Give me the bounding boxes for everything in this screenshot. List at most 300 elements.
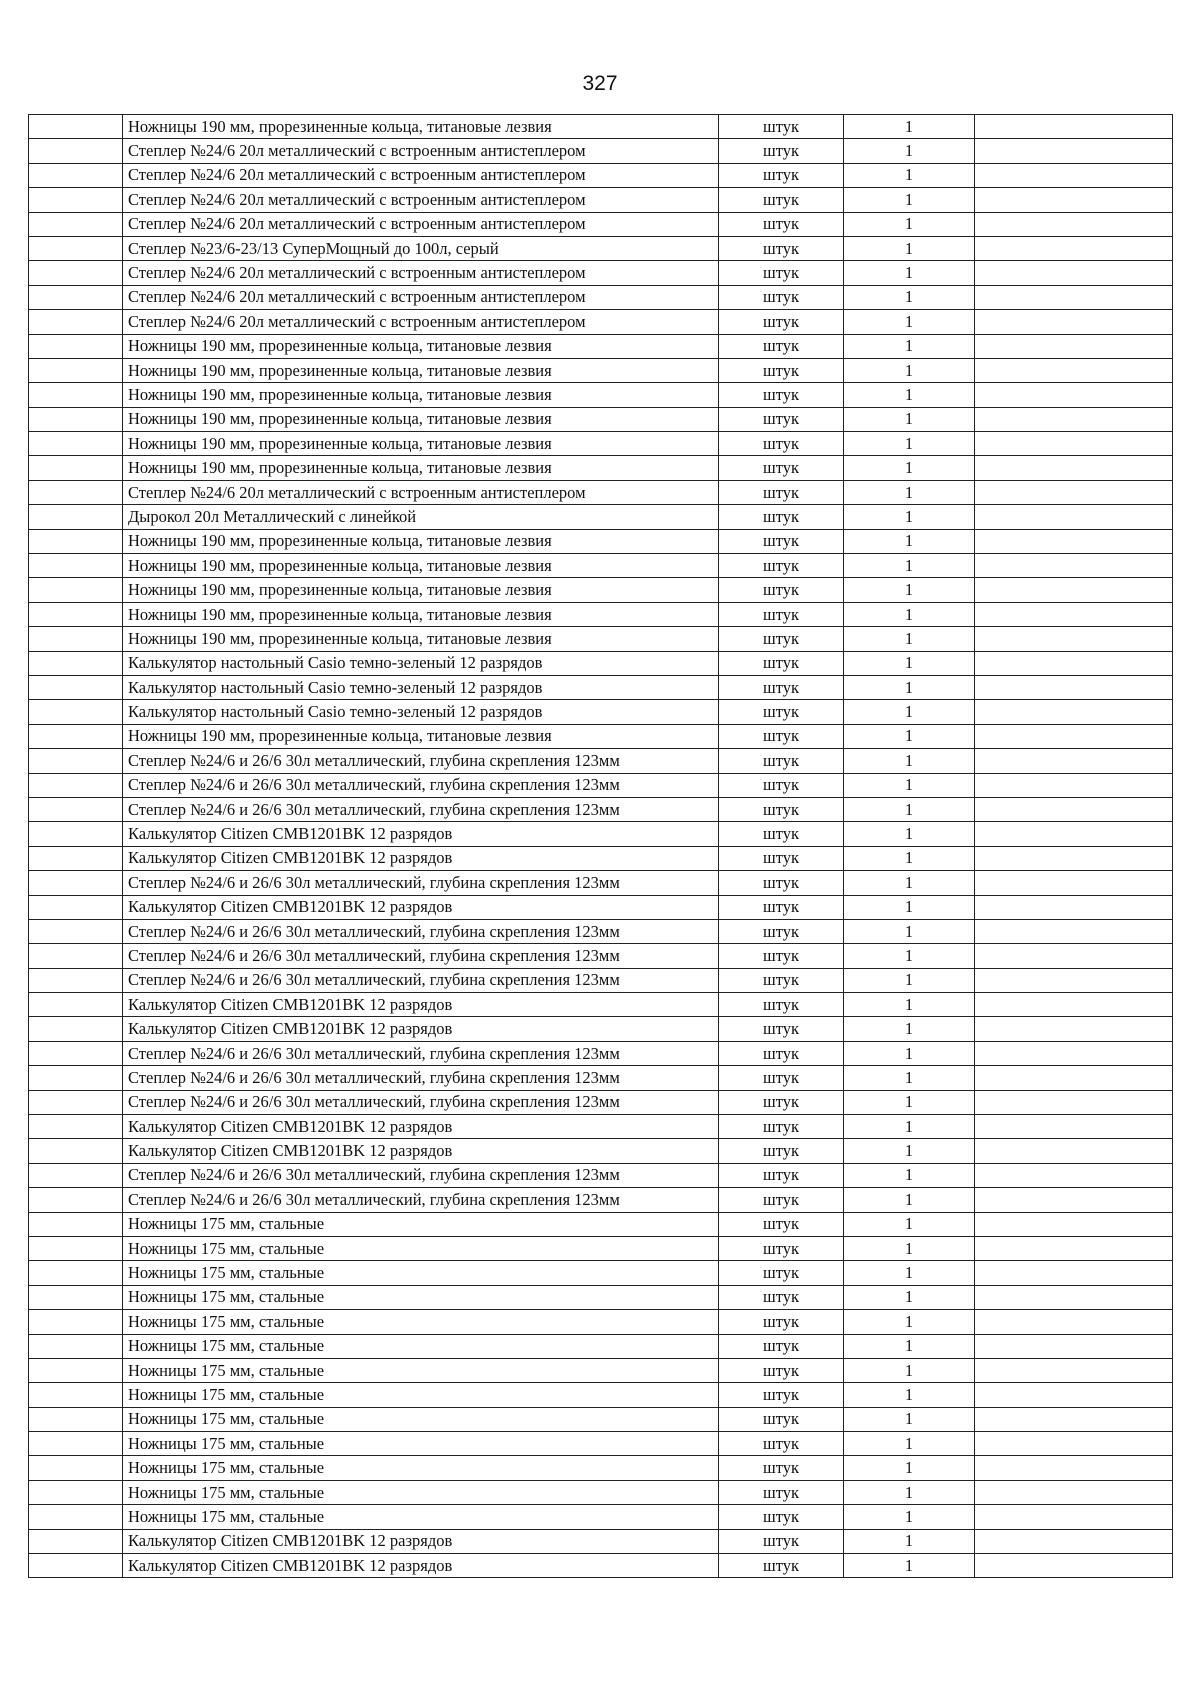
item-name-cell: Степлер №24/6 20л металлический с встроенным антистеплером [123, 212, 719, 236]
notes-cell [975, 1066, 1173, 1090]
row-index-cell [29, 651, 123, 675]
unit-cell: штук [719, 944, 844, 968]
quantity-cell: 1 [844, 407, 975, 431]
item-name-cell: Ножницы 175 мм, стальные [123, 1505, 719, 1529]
table-row [29, 456, 1173, 480]
quantity-cell: 1 [844, 1456, 975, 1480]
table-row [29, 505, 1173, 529]
quantity-cell: 1 [844, 554, 975, 578]
unit-cell: штук [719, 700, 844, 724]
quantity-cell: 1 [844, 1480, 975, 1504]
quantity-cell: 1 [844, 1115, 975, 1139]
item-name-cell: Степлер №24/6 и 26/6 30л металлический, глубина скрепления 123мм [123, 871, 719, 895]
quantity-cell: 1 [844, 1334, 975, 1358]
notes-cell [975, 261, 1173, 285]
item-name-cell: Калькулятор Citizen CMB1201BK 12 разрядов [123, 1139, 719, 1163]
quantity-cell: 1 [844, 1236, 975, 1260]
table-row [29, 261, 1173, 285]
quantity-cell: 1 [844, 871, 975, 895]
table-row [29, 1066, 1173, 1090]
row-index-cell [29, 456, 123, 480]
unit-cell: штук [719, 505, 844, 529]
item-name-cell: Ножницы 175 мм, стальные [123, 1236, 719, 1260]
notes-cell [975, 675, 1173, 699]
table-row [29, 1456, 1173, 1480]
table-row [29, 797, 1173, 821]
item-name-cell: Степлер №24/6 и 26/6 30л металлический, глубина скрепления 123мм [123, 1090, 719, 1114]
unit-cell: штук [719, 163, 844, 187]
row-index-cell [29, 602, 123, 626]
unit-cell: штук [719, 773, 844, 797]
quantity-cell: 1 [844, 456, 975, 480]
quantity-cell: 1 [844, 1017, 975, 1041]
notes-cell [975, 334, 1173, 358]
item-name-cell: Ножницы 175 мм, стальные [123, 1383, 719, 1407]
row-index-cell [29, 432, 123, 456]
item-name-cell: Ножницы 190 мм, прорезиненные кольца, титановые лезвия [123, 602, 719, 626]
row-index-cell [29, 675, 123, 699]
item-name-cell: Ножницы 175 мм, стальные [123, 1456, 719, 1480]
row-index-cell [29, 1358, 123, 1382]
quantity-cell: 1 [844, 1383, 975, 1407]
table-row [29, 480, 1173, 504]
notes-cell [975, 1310, 1173, 1334]
table-row [29, 1139, 1173, 1163]
quantity-cell: 1 [844, 749, 975, 773]
notes-cell [975, 456, 1173, 480]
quantity-cell: 1 [844, 1041, 975, 1065]
table-row [29, 1334, 1173, 1358]
unit-cell: штук [719, 554, 844, 578]
table-row [29, 1383, 1173, 1407]
notes-cell [975, 1383, 1173, 1407]
row-index-cell [29, 1139, 123, 1163]
row-index-cell [29, 383, 123, 407]
table-row [29, 602, 1173, 626]
item-name-cell: Ножницы 190 мм, прорезиненные кольца, титановые лезвия [123, 334, 719, 358]
item-name-cell: Ножницы 190 мм, прорезиненные кольца, титановые лезвия [123, 529, 719, 553]
notes-cell [975, 1529, 1173, 1553]
table-row [29, 1480, 1173, 1504]
table-row [29, 700, 1173, 724]
unit-cell: штук [719, 236, 844, 260]
table-row [29, 310, 1173, 334]
table-row [29, 846, 1173, 870]
row-index-cell [29, 480, 123, 504]
row-index-cell [29, 1505, 123, 1529]
table-row [29, 627, 1173, 651]
notes-cell [975, 115, 1173, 139]
unit-cell: штук [719, 651, 844, 675]
unit-cell: штук [719, 1212, 844, 1236]
notes-cell [975, 1090, 1173, 1114]
item-name-cell: Степлер №24/6 и 26/6 30л металлический, глубина скрепления 123мм [123, 944, 719, 968]
unit-cell: штук [719, 1432, 844, 1456]
quantity-cell: 1 [844, 919, 975, 943]
unit-cell: штук [719, 1505, 844, 1529]
notes-cell [975, 797, 1173, 821]
item-name-cell: Калькулятор Citizen CMB1201BK 12 разрядов [123, 895, 719, 919]
unit-cell: штук [719, 456, 844, 480]
item-name-cell: Ножницы 175 мм, стальные [123, 1285, 719, 1309]
quantity-cell: 1 [844, 139, 975, 163]
quantity-cell: 1 [844, 773, 975, 797]
item-name-cell: Ножницы 190 мм, прорезиненные кольца, титановые лезвия [123, 456, 719, 480]
quantity-cell: 1 [844, 115, 975, 139]
unit-cell: штук [719, 1383, 844, 1407]
row-index-cell [29, 1554, 123, 1578]
item-name-cell: Калькулятор настольный Casio темно-зеленый 12 разрядов [123, 675, 719, 699]
row-index-cell [29, 627, 123, 651]
quantity-cell: 1 [844, 602, 975, 626]
item-name-cell: Ножницы 175 мм, стальные [123, 1358, 719, 1382]
quantity-cell: 1 [844, 895, 975, 919]
table-row [29, 871, 1173, 895]
item-name-cell: Калькулятор Citizen CMB1201BK 12 разрядов [123, 1115, 719, 1139]
quantity-cell: 1 [844, 505, 975, 529]
item-name-cell: Ножницы 175 мм, стальные [123, 1480, 719, 1504]
table-row [29, 334, 1173, 358]
inventory-table-body [29, 115, 1173, 1578]
row-index-cell [29, 310, 123, 334]
row-index-cell [29, 1432, 123, 1456]
table-row [29, 285, 1173, 309]
page-number: 327 [582, 72, 618, 95]
table-row [29, 1310, 1173, 1334]
item-name-cell: Калькулятор Citizen CMB1201BK 12 разрядов [123, 822, 719, 846]
quantity-cell: 1 [844, 1310, 975, 1334]
item-name-cell: Ножницы 190 мм, прорезиненные кольца, титановые лезвия [123, 554, 719, 578]
row-index-cell [29, 993, 123, 1017]
notes-cell [975, 1334, 1173, 1358]
quantity-cell: 1 [844, 1358, 975, 1382]
item-name-cell: Ножницы 175 мм, стальные [123, 1212, 719, 1236]
item-name-cell: Ножницы 190 мм, прорезиненные кольца, титановые лезвия [123, 724, 719, 748]
notes-cell [975, 822, 1173, 846]
quantity-cell: 1 [844, 846, 975, 870]
quantity-cell: 1 [844, 212, 975, 236]
item-name-cell: Калькулятор Citizen CMB1201BK 12 разрядов [123, 1554, 719, 1578]
row-index-cell [29, 1115, 123, 1139]
row-index-cell [29, 285, 123, 309]
unit-cell: штук [719, 578, 844, 602]
row-index-cell [29, 944, 123, 968]
unit-cell: штук [719, 1334, 844, 1358]
unit-cell: штук [719, 1139, 844, 1163]
quantity-cell: 1 [844, 529, 975, 553]
item-name-cell: Степлер №24/6 и 26/6 30л металлический, глубина скрепления 123мм [123, 797, 719, 821]
unit-cell: штук [719, 285, 844, 309]
unit-cell: штук [719, 1163, 844, 1187]
row-index-cell [29, 529, 123, 553]
notes-cell [975, 1407, 1173, 1431]
quantity-cell: 1 [844, 163, 975, 187]
item-name-cell: Дырокол 20л Металлический с линейкой [123, 505, 719, 529]
notes-cell [975, 1115, 1173, 1139]
unit-cell: штук [719, 188, 844, 212]
notes-cell [975, 529, 1173, 553]
unit-cell: штук [719, 1017, 844, 1041]
notes-cell [975, 1236, 1173, 1260]
notes-cell [975, 139, 1173, 163]
quantity-cell: 1 [844, 1212, 975, 1236]
quantity-cell: 1 [844, 578, 975, 602]
quantity-cell: 1 [844, 480, 975, 504]
quantity-cell: 1 [844, 1505, 975, 1529]
table-row [29, 1285, 1173, 1309]
unit-cell: штук [719, 334, 844, 358]
notes-cell [975, 1261, 1173, 1285]
unit-cell: штук [719, 1358, 844, 1382]
table-row [29, 1090, 1173, 1114]
table-row [29, 749, 1173, 773]
unit-cell: штук [719, 383, 844, 407]
item-name-cell: Калькулятор Citizen CMB1201BK 12 разрядов [123, 1017, 719, 1041]
item-name-cell: Степлер №24/6 и 26/6 30л металлический, глубина скрепления 123мм [123, 1066, 719, 1090]
quantity-cell: 1 [844, 1188, 975, 1212]
notes-cell [975, 724, 1173, 748]
table-row [29, 1529, 1173, 1553]
table-row [29, 968, 1173, 992]
unit-cell: штук [719, 212, 844, 236]
unit-cell: штук [719, 1529, 844, 1553]
unit-cell: штук [719, 1407, 844, 1431]
quantity-cell: 1 [844, 627, 975, 651]
unit-cell: штук [719, 919, 844, 943]
quantity-cell: 1 [844, 968, 975, 992]
notes-cell [975, 310, 1173, 334]
notes-cell [975, 1480, 1173, 1504]
unit-cell: штук [719, 1285, 844, 1309]
table-row [29, 188, 1173, 212]
quantity-cell: 1 [844, 700, 975, 724]
table-row [29, 651, 1173, 675]
item-name-cell: Ножницы 175 мм, стальные [123, 1310, 719, 1334]
unit-cell: штук [719, 1456, 844, 1480]
row-index-cell [29, 212, 123, 236]
notes-cell [975, 1432, 1173, 1456]
table-row [29, 139, 1173, 163]
quantity-cell: 1 [844, 822, 975, 846]
quantity-cell: 1 [844, 432, 975, 456]
row-index-cell [29, 1310, 123, 1334]
table-row [29, 432, 1173, 456]
row-index-cell [29, 1017, 123, 1041]
quantity-cell: 1 [844, 1139, 975, 1163]
unit-cell: штук [719, 968, 844, 992]
unit-cell: штук [719, 1236, 844, 1260]
quantity-cell: 1 [844, 1285, 975, 1309]
notes-cell [975, 773, 1173, 797]
row-index-cell [29, 749, 123, 773]
row-index-cell [29, 968, 123, 992]
row-index-cell [29, 1383, 123, 1407]
notes-cell [975, 285, 1173, 309]
notes-cell [975, 871, 1173, 895]
quantity-cell: 1 [844, 310, 975, 334]
unit-cell: штук [719, 627, 844, 651]
quantity-cell: 1 [844, 675, 975, 699]
unit-cell: штук [719, 139, 844, 163]
item-name-cell: Степлер №24/6 и 26/6 30л металлический, глубина скрепления 123мм [123, 968, 719, 992]
table-row [29, 115, 1173, 139]
row-index-cell [29, 1407, 123, 1431]
unit-cell: штук [719, 602, 844, 626]
item-name-cell: Ножницы 190 мм, прорезиненные кольца, титановые лезвия [123, 115, 719, 139]
item-name-cell: Ножницы 190 мм, прорезиненные кольца, титановые лезвия [123, 383, 719, 407]
quantity-cell: 1 [844, 1090, 975, 1114]
item-name-cell: Ножницы 190 мм, прорезиненные кольца, титановые лезвия [123, 627, 719, 651]
item-name-cell: Калькулятор Citizen CMB1201BK 12 разрядов [123, 1529, 719, 1553]
notes-cell [975, 505, 1173, 529]
item-name-cell: Ножницы 190 мм, прорезиненные кольца, титановые лезвия [123, 407, 719, 431]
unit-cell: штук [719, 749, 844, 773]
notes-cell [975, 1163, 1173, 1187]
table-row [29, 407, 1173, 431]
row-index-cell [29, 1188, 123, 1212]
table-row [29, 383, 1173, 407]
item-name-cell: Степлер №24/6 и 26/6 30л металлический, глубина скрепления 123мм [123, 749, 719, 773]
row-index-cell [29, 163, 123, 187]
item-name-cell: Степлер №24/6 20л металлический с встроенным антистеплером [123, 261, 719, 285]
row-index-cell [29, 505, 123, 529]
unit-cell: штук [719, 1090, 844, 1114]
unit-cell: штук [719, 1188, 844, 1212]
notes-cell [975, 1017, 1173, 1041]
unit-cell: штук [719, 1115, 844, 1139]
notes-cell [975, 1139, 1173, 1163]
table-row [29, 1358, 1173, 1382]
quantity-cell: 1 [844, 1407, 975, 1431]
table-row [29, 773, 1173, 797]
row-index-cell [29, 724, 123, 748]
row-index-cell [29, 1066, 123, 1090]
notes-cell [975, 578, 1173, 602]
unit-cell: штук [719, 846, 844, 870]
table-row [29, 578, 1173, 602]
quantity-cell: 1 [844, 1554, 975, 1578]
row-index-cell [29, 1090, 123, 1114]
quantity-cell: 1 [844, 383, 975, 407]
quantity-cell: 1 [844, 188, 975, 212]
unit-cell: штук [719, 724, 844, 748]
table-row [29, 1554, 1173, 1578]
row-index-cell [29, 1163, 123, 1187]
row-index-cell [29, 188, 123, 212]
quantity-cell: 1 [844, 1163, 975, 1187]
notes-cell [975, 602, 1173, 626]
unit-cell: штук [719, 1310, 844, 1334]
item-name-cell: Степлер №24/6 и 26/6 30л металлический, глубина скрепления 123мм [123, 773, 719, 797]
row-index-cell [29, 407, 123, 431]
row-index-cell [29, 846, 123, 870]
unit-cell: штук [719, 529, 844, 553]
item-name-cell: Степлер №24/6 20л металлический с встроенным антистеплером [123, 139, 719, 163]
item-name-cell: Ножницы 175 мм, стальные [123, 1432, 719, 1456]
table-row [29, 1041, 1173, 1065]
row-index-cell [29, 1285, 123, 1309]
item-name-cell: Степлер №24/6 20л металлический с встроенным антистеплером [123, 480, 719, 504]
table-row [29, 1163, 1173, 1187]
table-row [29, 1432, 1173, 1456]
item-name-cell: Калькулятор Citizen CMB1201BK 12 разрядов [123, 993, 719, 1017]
table-row [29, 1188, 1173, 1212]
unit-cell: штук [719, 1554, 844, 1578]
quantity-cell: 1 [844, 334, 975, 358]
item-name-cell: Ножницы 175 мм, стальные [123, 1334, 719, 1358]
table-row [29, 919, 1173, 943]
quantity-cell: 1 [844, 993, 975, 1017]
quantity-cell: 1 [844, 944, 975, 968]
row-index-cell [29, 115, 123, 139]
quantity-cell: 1 [844, 1261, 975, 1285]
unit-cell: штук [719, 1066, 844, 1090]
notes-cell [975, 968, 1173, 992]
row-index-cell [29, 1261, 123, 1285]
notes-cell [975, 1456, 1173, 1480]
row-index-cell [29, 1236, 123, 1260]
row-index-cell [29, 554, 123, 578]
unit-cell: штук [719, 310, 844, 334]
row-index-cell [29, 334, 123, 358]
table-row [29, 236, 1173, 260]
row-index-cell [29, 261, 123, 285]
row-index-cell [29, 358, 123, 382]
item-name-cell: Калькулятор настольный Casio темно-зеленый 12 разрядов [123, 700, 719, 724]
notes-cell [975, 651, 1173, 675]
item-name-cell: Ножницы 175 мм, стальные [123, 1407, 719, 1431]
item-name-cell: Ножницы 175 мм, стальные [123, 1261, 719, 1285]
notes-cell [975, 188, 1173, 212]
row-index-cell [29, 139, 123, 163]
unit-cell: штук [719, 480, 844, 504]
item-name-cell: Степлер №24/6 20л металлический с встроенным антистеплером [123, 285, 719, 309]
row-index-cell [29, 895, 123, 919]
notes-cell [975, 1041, 1173, 1065]
item-name-cell: Степлер №24/6 20л металлический с встроенным антистеплером [123, 188, 719, 212]
notes-cell [975, 480, 1173, 504]
item-name-cell: Степлер №24/6 и 26/6 30л металлический, глубина скрепления 123мм [123, 1163, 719, 1187]
row-index-cell [29, 236, 123, 260]
notes-cell [975, 163, 1173, 187]
table-row [29, 1212, 1173, 1236]
notes-cell [975, 993, 1173, 1017]
notes-cell [975, 407, 1173, 431]
item-name-cell: Калькулятор настольный Casio темно-зеленый 12 разрядов [123, 651, 719, 675]
table-row [29, 822, 1173, 846]
notes-cell [975, 846, 1173, 870]
item-name-cell: Степлер №24/6 20л металлический с встроенным антистеплером [123, 310, 719, 334]
unit-cell: штук [719, 1261, 844, 1285]
row-index-cell [29, 1529, 123, 1553]
table-row [29, 212, 1173, 236]
table-row [29, 1017, 1173, 1041]
table-row [29, 1407, 1173, 1431]
unit-cell: штук [719, 895, 844, 919]
notes-cell [975, 1505, 1173, 1529]
notes-cell [975, 944, 1173, 968]
item-name-cell: Степлер №24/6 и 26/6 30л металлический, глубина скрепления 123мм [123, 1188, 719, 1212]
item-name-cell: Степлер №24/6 20л металлический с встроенным антистеплером [123, 163, 719, 187]
table-row [29, 1115, 1173, 1139]
unit-cell: штук [719, 1480, 844, 1504]
notes-cell [975, 700, 1173, 724]
notes-cell [975, 749, 1173, 773]
unit-cell: штук [719, 675, 844, 699]
quantity-cell: 1 [844, 1066, 975, 1090]
quantity-cell: 1 [844, 1529, 975, 1553]
item-name-cell: Степлер №24/6 и 26/6 30л металлический, глубина скрепления 123мм [123, 1041, 719, 1065]
